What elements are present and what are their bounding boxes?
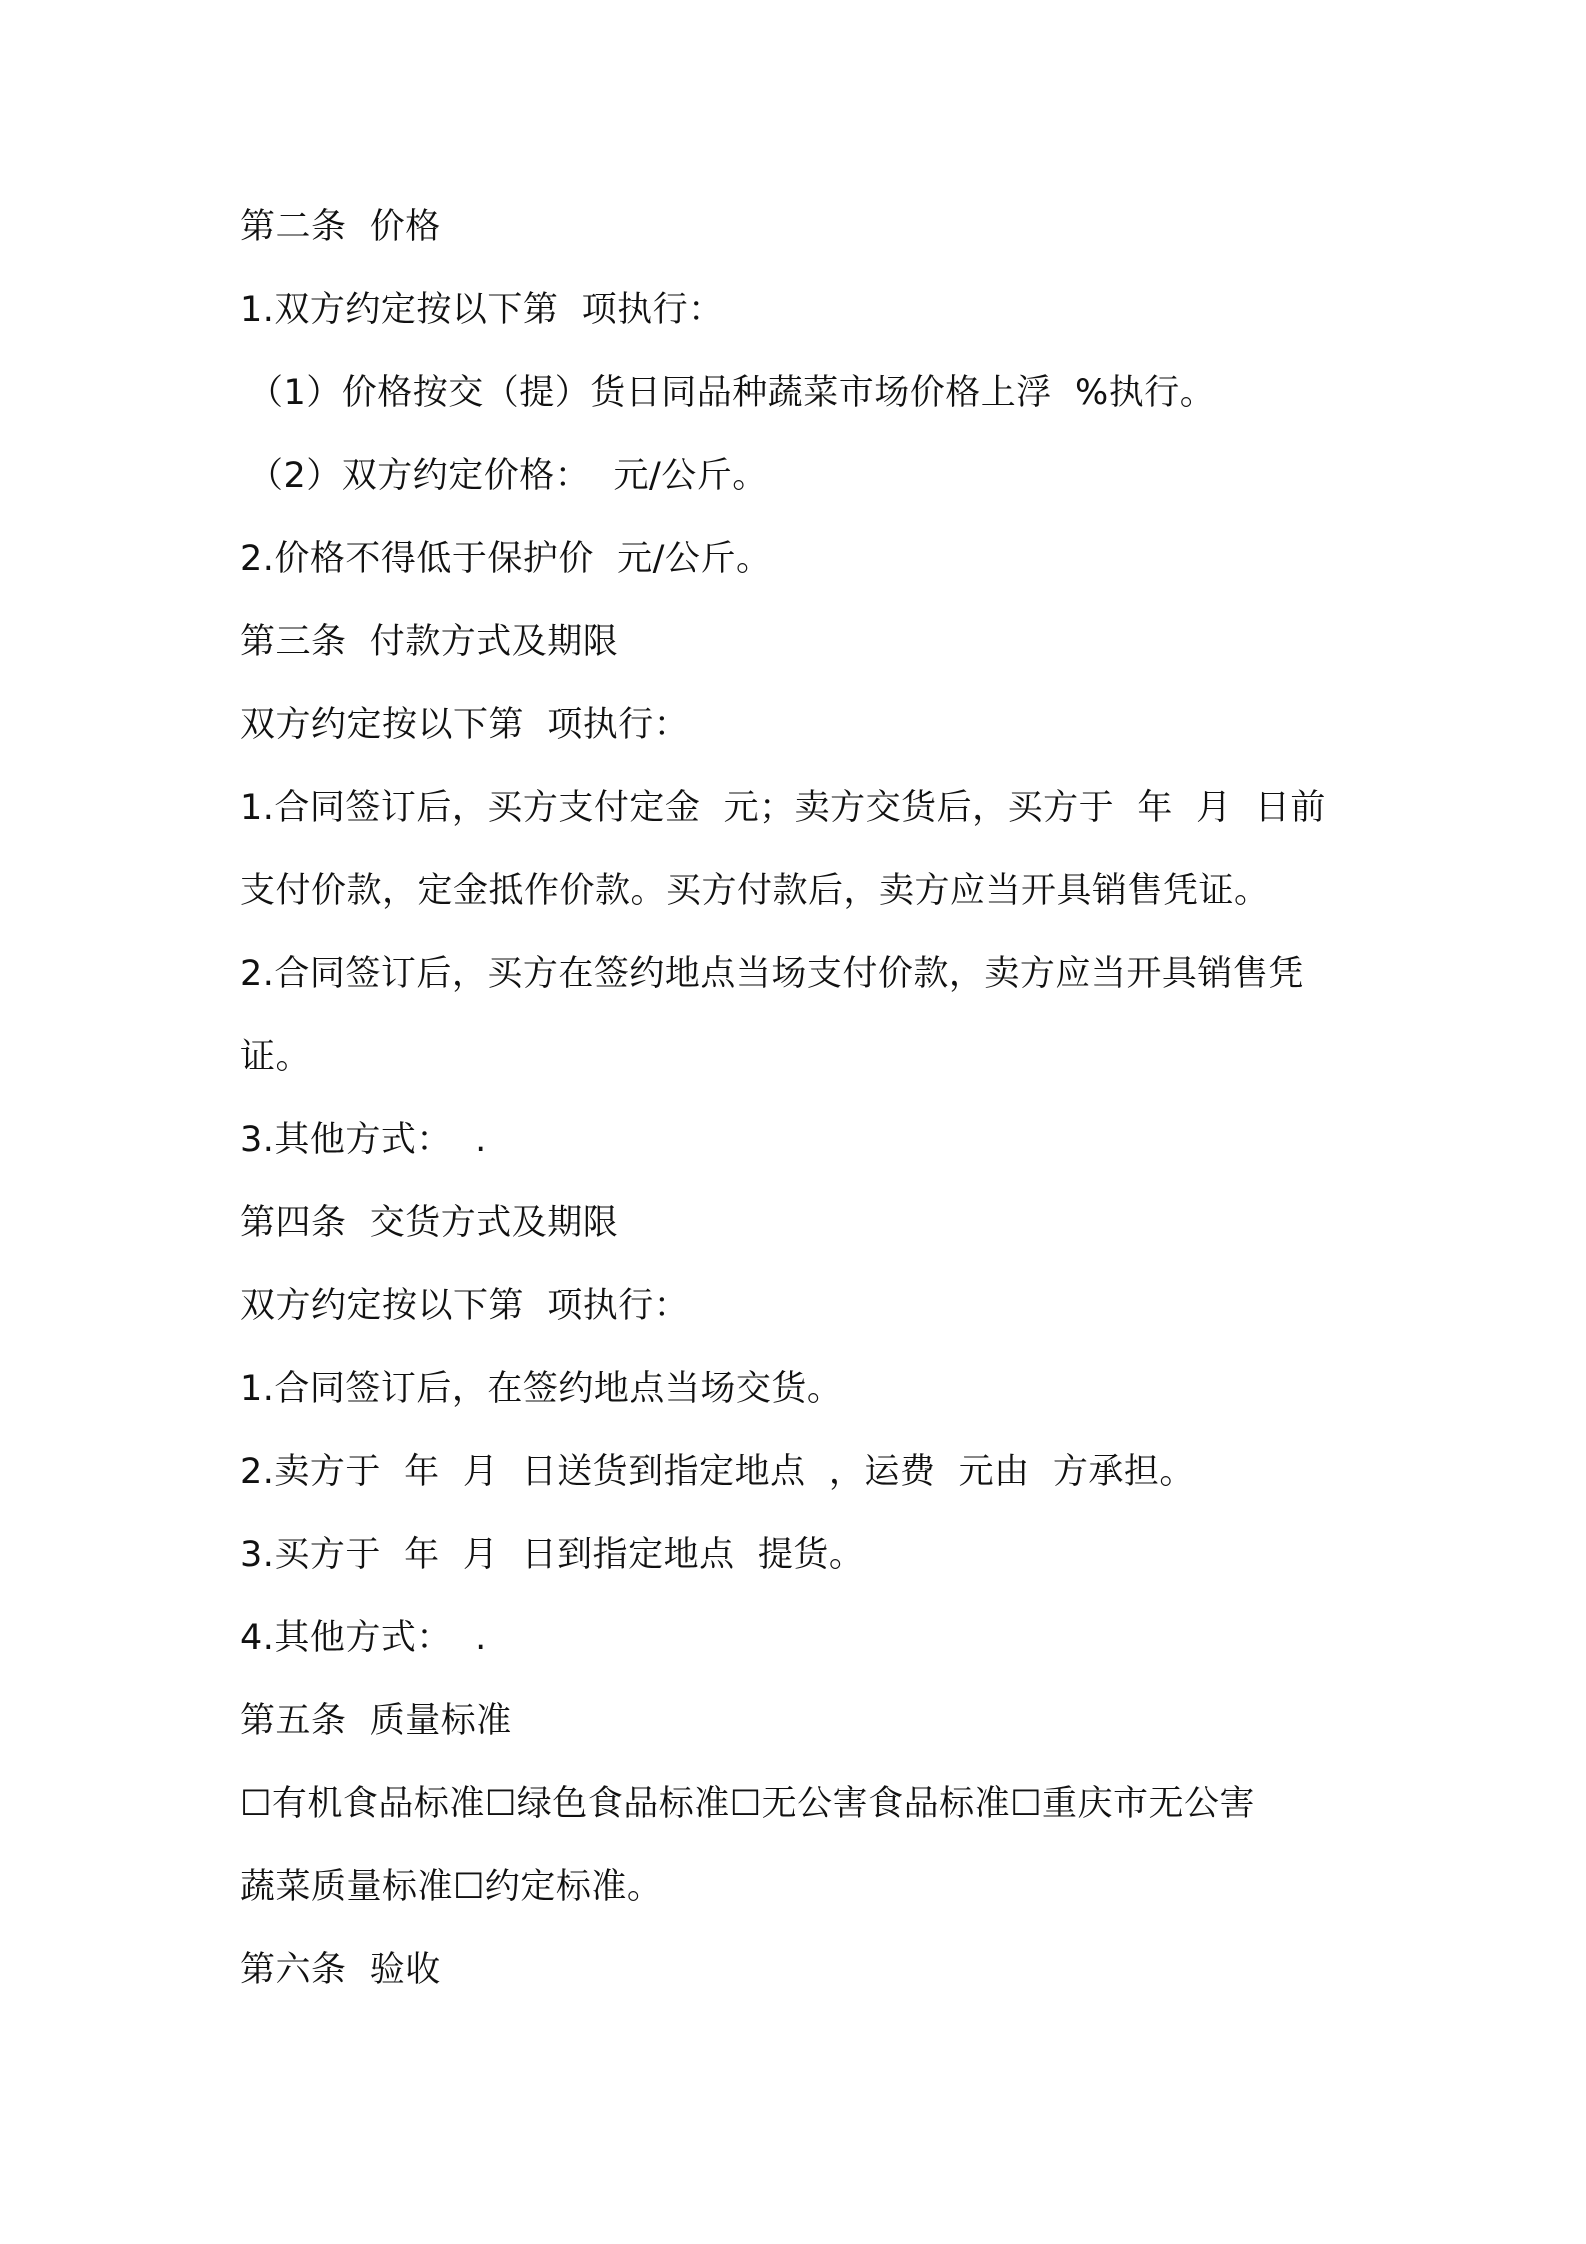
text-line: 证。	[240, 1037, 312, 1077]
article-6-heading: 第六条 验收	[240, 1950, 441, 1990]
article-2-heading: 第二条 价格	[240, 207, 441, 247]
text-line: 双方约定按以下第 项执行：	[240, 1286, 690, 1326]
text-line: 2.合同签订后，买方在签约地点当场支付价款，卖方应当开具销售凭	[240, 954, 1304, 994]
text-line: （2）双方约定价格： 元/公斤。	[248, 456, 768, 496]
text-line: 1.合同签订后，在签约地点当场交货。	[240, 1369, 843, 1409]
text-line: （1）价格按交（提）货日同品种蔬菜市场价格上浮 %执行。	[248, 373, 1216, 413]
article-4-heading: 第四条 交货方式及期限	[240, 1203, 619, 1243]
text-line: 3.其他方式： .	[240, 1120, 487, 1160]
article-5-heading: 第五条 质量标准	[240, 1701, 512, 1741]
text-line: 双方约定按以下第 项执行：	[240, 705, 690, 745]
text-line: 蔬菜质量标准☐约定标准。	[240, 1867, 663, 1907]
article-3-heading: 第三条 付款方式及期限	[240, 622, 619, 662]
text-line: 1.双方约定按以下第 项执行：	[240, 290, 724, 330]
text-line: 2.卖方于 年 月 日送货到指定地点 ，运费 元由 方承担。	[240, 1452, 1195, 1492]
text-line: 支付价款，定金抵作价款。买方付款后，卖方应当开具销售凭证。	[240, 871, 1270, 911]
text-line: 2.价格不得低于保护价 元/公斤。	[240, 539, 772, 579]
text-line: 1.合同签订后，买方支付定金 元；卖方交货后，买方于 年 月 日前	[240, 788, 1326, 828]
text-line: 3.买方于 年 月 日到指定地点 提货。	[240, 1535, 865, 1575]
text-line: ☐有机食品标准☐绿色食品标准☐无公害食品标准☐重庆市无公害	[240, 1784, 1256, 1824]
text-line: 4.其他方式： .	[240, 1618, 487, 1658]
